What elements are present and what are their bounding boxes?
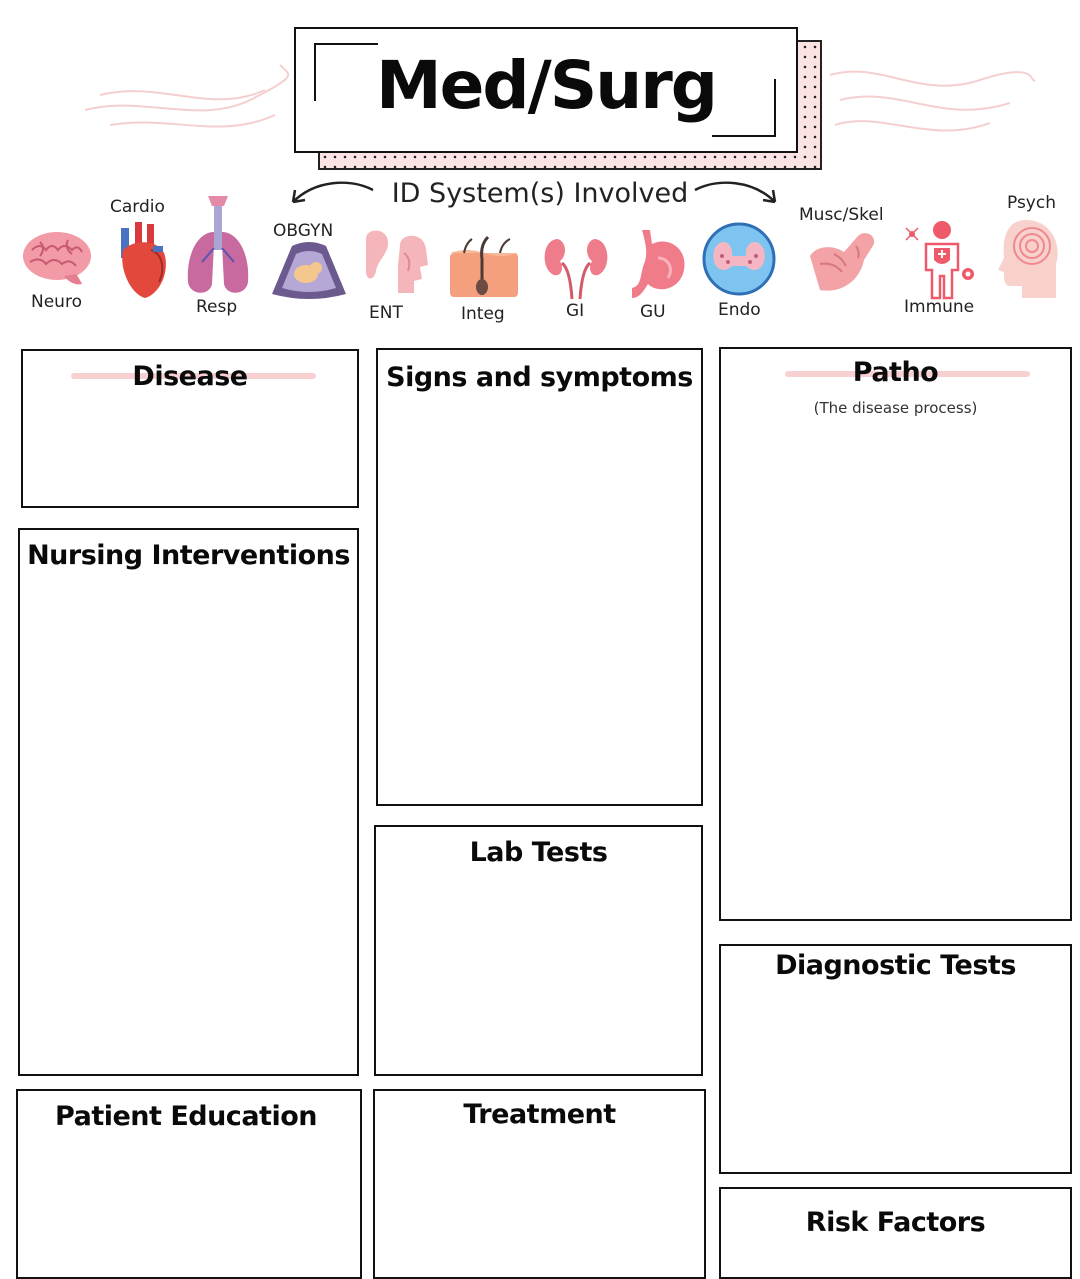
signs-symptoms-section[interactable] [376,348,703,806]
brain-icon[interactable] [20,228,94,290]
patho-section[interactable] [719,347,1072,921]
disease-section[interactable] [21,349,359,508]
system-label-gi: GI [566,301,585,321]
system-label-immune: Immune [904,297,975,317]
section-title-nursing-interventions: Nursing Interventions [27,540,350,571]
section-title-lab-tests: Lab Tests [469,837,608,868]
section-title-patho: Patho [852,357,939,388]
system-label-obgyn: OBGYN [273,221,334,241]
system-label-neuro: Neuro [31,292,82,312]
title-box [294,27,798,153]
system-label-ent: ENT [369,303,403,323]
ear-nose-throat-icon[interactable] [358,225,430,297]
risk-factors-section[interactable] [719,1187,1072,1279]
system-label-cardio: Cardio [110,197,165,217]
diagnostic-tests-section[interactable] [719,944,1072,1174]
immune-person-icon[interactable] [902,218,980,300]
patient-education-section[interactable] [16,1089,362,1279]
section-title-disease: Disease [132,361,248,392]
section-subtitle-patho: (The disease process) [813,399,978,417]
muscle-arm-icon[interactable] [806,228,880,298]
system-label-gu: GU [640,302,666,322]
ultrasound-fetus-icon[interactable] [268,240,350,302]
section-title-diagnostic-tests: Diagnostic Tests [775,950,1016,981]
stomach-icon[interactable] [628,228,688,302]
skin-icon[interactable] [448,233,520,299]
kidneys-icon[interactable] [540,235,612,301]
left-swirl-decoration [80,55,300,145]
heart-icon[interactable] [115,220,171,300]
thyroid-icon[interactable] [702,222,776,296]
head-spiral-icon[interactable] [996,216,1062,300]
treatment-section[interactable] [373,1089,706,1279]
system-label-musc-skel: Musc/Skel [799,205,884,225]
lungs-icon[interactable] [184,192,252,298]
section-title-risk-factors: Risk Factors [805,1207,986,1238]
system-label-resp: Resp [196,297,238,317]
systems-subtitle: ID System(s) Involved [391,178,689,209]
system-label-psych: Psych [1007,193,1056,213]
section-title-treatment: Treatment [463,1099,616,1130]
system-label-integ: Integ [461,304,505,324]
lab-tests-section[interactable] [374,825,703,1076]
page-title: Med/Surg [375,47,717,124]
system-label-endo: Endo [718,300,761,320]
right-swirl-decoration [820,55,1040,145]
section-title-signs-symptoms: Signs and symptoms [386,362,693,393]
nursing-interventions-section[interactable] [18,528,359,1076]
section-title-patient-education: Patient Education [55,1101,317,1132]
